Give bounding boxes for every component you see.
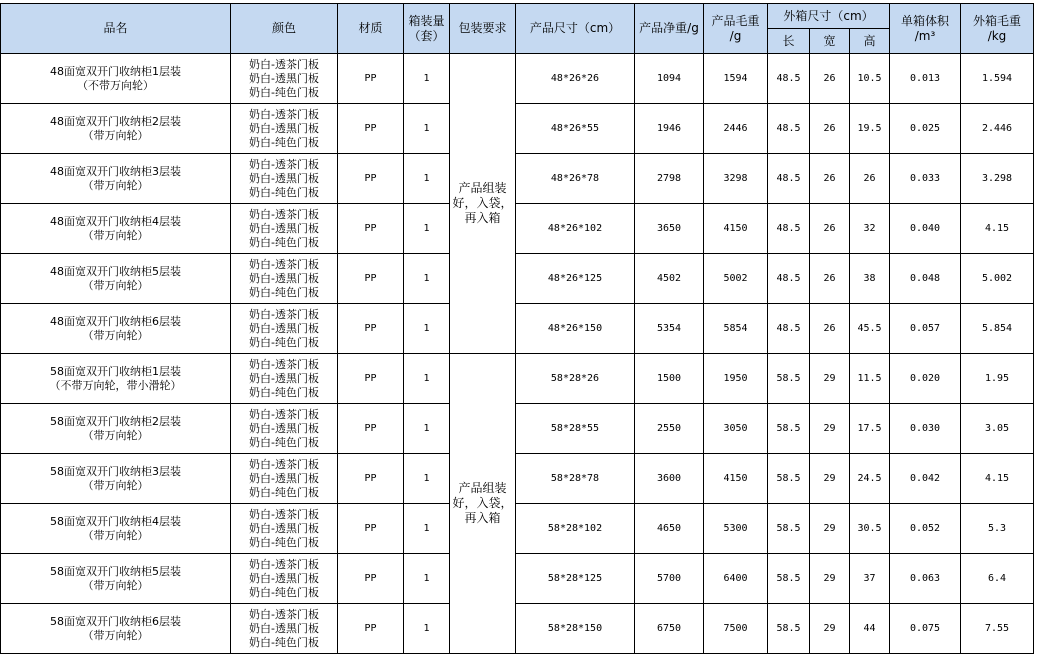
color-cell-line: 奶白-透茶门板 [249, 257, 319, 271]
product-name-cell [1, 504, 231, 554]
packing-requirement-cell-line: 产品组装 [458, 181, 507, 195]
product-name-cell-line: （带万向轮） [82, 578, 149, 592]
product-name-cell [1, 354, 231, 404]
outer-height-cell: 44 [850, 604, 890, 654]
volume-cell: 0.063 [890, 554, 961, 604]
outer-length-cell: 48.5 [768, 254, 810, 304]
gross-weight-cell: 2446 [704, 104, 768, 154]
color-cell [231, 254, 338, 304]
color-cell-line: 奶白-纯色门板 [249, 435, 319, 449]
gross-weight-cell: 5002 [704, 254, 768, 304]
volume-cell: 0.033 [890, 154, 961, 204]
product-name-cell-line: 48面宽双开门收纳柜5层装 [50, 264, 181, 278]
outer-height-cell: 26 [850, 154, 890, 204]
color-cell-line: 奶白-透茶门板 [249, 607, 319, 621]
color-cell [231, 504, 338, 554]
material-cell: PP [338, 354, 404, 404]
product-size-cell: 58*28*55 [516, 404, 635, 454]
color-cell-line: 奶白-透黑门板 [249, 421, 319, 435]
outer-height-cell: 17.5 [850, 404, 890, 454]
gross-weight-cell: 4150 [704, 204, 768, 254]
material-cell: PP [338, 404, 404, 454]
net-weight-cell: 2798 [635, 154, 704, 204]
volume-cell: 0.025 [890, 104, 961, 154]
color-cell [231, 454, 338, 504]
color-cell-line: 奶白-透黑门板 [249, 321, 319, 335]
product-size-cell: 48*26*125 [516, 254, 635, 304]
header-row [1, 4, 1034, 29]
product-name-cell [1, 454, 231, 504]
qty-cell: 1 [404, 104, 450, 154]
color-cell-line: 奶白-透黑门板 [249, 221, 319, 235]
header-volume: 单箱体积 /m³ [890, 4, 961, 54]
material-cell: PP [338, 54, 404, 104]
outer-gross-cell: 4.15 [961, 454, 1034, 504]
color-cell-line: 奶白-透茶门板 [249, 107, 319, 121]
color-cell-line: 奶白-纯色门板 [249, 185, 319, 199]
product-name-cell-line: （不带万向轮，带小滑轮） [49, 378, 182, 392]
volume-cell: 0.075 [890, 604, 961, 654]
product-name-cell [1, 554, 231, 604]
color-cell-line: 奶白-透黑门板 [249, 271, 319, 285]
outer-height-cell: 30.5 [850, 504, 890, 554]
outer-length-cell: 48.5 [768, 104, 810, 154]
outer-length-cell: 58.5 [768, 354, 810, 404]
table-row [1, 554, 1034, 604]
header-net: 产品净重/g [635, 4, 704, 54]
color-cell [231, 354, 338, 404]
table-row [1, 54, 1034, 104]
volume-cell: 0.020 [890, 354, 961, 404]
qty-cell: 1 [404, 604, 450, 654]
gross-weight-cell: 3298 [704, 154, 768, 204]
product-size-cell: 48*26*55 [516, 104, 635, 154]
color-cell-line: 奶白-透茶门板 [249, 557, 319, 571]
color-cell-line: 奶白-透黑门板 [249, 171, 319, 185]
color-cell-line: 奶白-透茶门板 [249, 307, 319, 321]
product-name-cell [1, 254, 231, 304]
header-outer-gross: 外箱毛重 /kg [961, 4, 1034, 54]
outer-length-cell: 48.5 [768, 304, 810, 354]
product-name-cell [1, 104, 231, 154]
qty-cell: 1 [404, 154, 450, 204]
product-name-cell-line: （不带万向轮） [77, 78, 154, 92]
outer-width-cell: 26 [810, 104, 850, 154]
outer-gross-cell: 5.854 [961, 304, 1034, 354]
outer-length-cell: 58.5 [768, 454, 810, 504]
packing-requirement-cell-line: 好，入袋， [452, 196, 513, 210]
table-row [1, 304, 1034, 354]
header-size: 产品尺寸（cm） [516, 4, 635, 54]
material-cell: PP [338, 504, 404, 554]
outer-width-cell: 26 [810, 204, 850, 254]
product-name-cell [1, 154, 231, 204]
product-name-cell-line: 48面宽双开门收纳柜3层装 [50, 164, 181, 178]
color-cell-line: 奶白-透黑门板 [249, 121, 319, 135]
net-weight-cell: 4502 [635, 254, 704, 304]
outer-width-cell: 26 [810, 154, 850, 204]
qty-cell: 1 [404, 354, 450, 404]
outer-length-cell: 58.5 [768, 554, 810, 604]
outer-length-cell: 58.5 [768, 604, 810, 654]
material-cell: PP [338, 304, 404, 354]
packing-requirement-cell-line: 再入箱 [464, 511, 501, 525]
color-cell [231, 404, 338, 454]
qty-cell: 1 [404, 204, 450, 254]
product-size-cell: 48*26*102 [516, 204, 635, 254]
product-size-cell: 48*26*78 [516, 154, 635, 204]
outer-gross-cell: 6.4 [961, 554, 1034, 604]
product-name-cell-line: 58面宽双开门收纳柜3层装 [50, 464, 181, 478]
packing-requirement-cell [450, 354, 516, 654]
color-cell-line: 奶白-透黑门板 [249, 471, 319, 485]
product-name-cell-line: （带万向轮） [82, 178, 149, 192]
color-cell-line: 奶白-纯色门板 [249, 135, 319, 149]
outer-gross-cell: 5.002 [961, 254, 1034, 304]
volume-cell: 0.030 [890, 404, 961, 454]
net-weight-cell: 4650 [635, 504, 704, 554]
outer-height-cell: 45.5 [850, 304, 890, 354]
color-cell [231, 204, 338, 254]
table-row [1, 354, 1034, 404]
qty-cell: 1 [404, 454, 450, 504]
volume-cell: 0.048 [890, 254, 961, 304]
header-color: 颜色 [231, 4, 338, 54]
header-height: 高 [850, 29, 890, 54]
product-size-cell: 48*26*26 [516, 54, 635, 104]
net-weight-cell: 6750 [635, 604, 704, 654]
outer-width-cell: 29 [810, 504, 850, 554]
outer-gross-cell: 2.446 [961, 104, 1034, 154]
net-weight-cell: 1946 [635, 104, 704, 154]
outer-length-cell: 48.5 [768, 54, 810, 104]
outer-height-cell: 24.5 [850, 454, 890, 504]
gross-weight-cell: 3050 [704, 404, 768, 454]
outer-gross-cell: 3.05 [961, 404, 1034, 454]
product-spec-table [0, 3, 1034, 654]
outer-height-cell: 37 [850, 554, 890, 604]
gross-weight-cell: 5300 [704, 504, 768, 554]
product-size-cell: 58*28*102 [516, 504, 635, 554]
material-cell: PP [338, 104, 404, 154]
product-name-cell-line: 58面宽双开门收纳柜5层装 [50, 564, 181, 578]
outer-width-cell: 26 [810, 254, 850, 304]
product-name-cell-line: 58面宽双开门收纳柜2层装 [50, 414, 181, 428]
net-weight-cell: 3650 [635, 204, 704, 254]
outer-width-cell: 26 [810, 54, 850, 104]
product-name-cell [1, 404, 231, 454]
qty-cell: 1 [404, 54, 450, 104]
product-name-cell-line: 48面宽双开门收纳柜1层装 [50, 64, 181, 78]
outer-gross-cell: 5.3 [961, 504, 1034, 554]
volume-cell: 0.042 [890, 454, 961, 504]
material-cell: PP [338, 154, 404, 204]
product-name-cell-line: 48面宽双开门收纳柜4层装 [50, 214, 181, 228]
volume-cell: 0.057 [890, 304, 961, 354]
color-cell-line: 奶白-纯色门板 [249, 535, 319, 549]
product-name-cell-line: （带万向轮） [82, 228, 149, 242]
color-cell-line: 奶白-纯色门板 [249, 485, 319, 499]
product-size-cell: 58*28*26 [516, 354, 635, 404]
color-cell-line: 奶白-纯色门板 [249, 285, 319, 299]
header-name: 品名 [1, 4, 231, 54]
color-cell [231, 304, 338, 354]
outer-height-cell: 10.5 [850, 54, 890, 104]
qty-cell: 1 [404, 254, 450, 304]
net-weight-cell: 1094 [635, 54, 704, 104]
product-name-cell-line: （带万向轮） [82, 628, 149, 642]
color-cell-line: 奶白-纯色门板 [249, 85, 319, 99]
product-name-cell [1, 304, 231, 354]
outer-height-cell: 32 [850, 204, 890, 254]
table-row [1, 154, 1034, 204]
outer-height-cell: 11.5 [850, 354, 890, 404]
table-row [1, 204, 1034, 254]
header-outer-size: 外箱尺寸（cm） [768, 4, 890, 29]
outer-width-cell: 29 [810, 454, 850, 504]
net-weight-cell: 1500 [635, 354, 704, 404]
product-name-cell-line: 48面宽双开门收纳柜6层装 [50, 314, 181, 328]
material-cell: PP [338, 554, 404, 604]
product-name-cell-line: 48面宽双开门收纳柜2层装 [50, 114, 181, 128]
gross-weight-cell: 7500 [704, 604, 768, 654]
product-name-cell-line: 58面宽双开门收纳柜4层装 [50, 514, 181, 528]
outer-width-cell: 26 [810, 304, 850, 354]
color-cell [231, 554, 338, 604]
gross-weight-cell: 5854 [704, 304, 768, 354]
color-cell-line: 奶白-透黑门板 [249, 521, 319, 535]
outer-height-cell: 19.5 [850, 104, 890, 154]
packing-requirement-cell-line: 好，入袋， [452, 496, 513, 510]
color-cell-line: 奶白-透茶门板 [249, 407, 319, 421]
product-name-cell [1, 204, 231, 254]
product-name-cell-line: （带万向轮） [82, 328, 149, 342]
outer-gross-cell: 1.95 [961, 354, 1034, 404]
table-row [1, 504, 1034, 554]
outer-gross-cell: 7.55 [961, 604, 1034, 654]
header-width: 宽 [810, 29, 850, 54]
color-cell [231, 104, 338, 154]
header-material: 材质 [338, 4, 404, 54]
product-size-cell: 58*28*125 [516, 554, 635, 604]
outer-width-cell: 29 [810, 404, 850, 454]
outer-length-cell: 58.5 [768, 504, 810, 554]
color-cell-line: 奶白-纯色门板 [249, 335, 319, 349]
gross-weight-cell: 6400 [704, 554, 768, 604]
color-cell-line: 奶白-纯色门板 [249, 385, 319, 399]
color-cell-line: 奶白-纯色门板 [249, 585, 319, 599]
color-cell [231, 604, 338, 654]
header-pack: 包装要求 [450, 4, 516, 54]
net-weight-cell: 5354 [635, 304, 704, 354]
color-cell-line: 奶白-纯色门板 [249, 635, 319, 649]
table-row [1, 604, 1034, 654]
outer-length-cell: 58.5 [768, 404, 810, 454]
outer-width-cell: 29 [810, 604, 850, 654]
outer-height-cell: 38 [850, 254, 890, 304]
material-cell: PP [338, 204, 404, 254]
product-name-cell-line: （带万向轮） [82, 128, 149, 142]
product-name-cell-line: 58面宽双开门收纳柜1层装 [50, 364, 181, 378]
header-qty: 箱装量 （套） [404, 4, 450, 54]
outer-width-cell: 29 [810, 354, 850, 404]
outer-width-cell: 29 [810, 554, 850, 604]
header-length: 长 [768, 29, 810, 54]
color-cell-line: 奶白-透黑门板 [249, 371, 319, 385]
gross-weight-cell: 1594 [704, 54, 768, 104]
qty-cell: 1 [404, 304, 450, 354]
product-size-cell: 58*28*150 [516, 604, 635, 654]
color-cell [231, 54, 338, 104]
table-row [1, 404, 1034, 454]
color-cell-line: 奶白-透茶门板 [249, 207, 319, 221]
outer-length-cell: 48.5 [768, 154, 810, 204]
color-cell-line: 奶白-透茶门板 [249, 457, 319, 471]
product-name-cell-line: （带万向轮） [82, 428, 149, 442]
outer-gross-cell: 1.594 [961, 54, 1034, 104]
gross-weight-cell: 4150 [704, 454, 768, 504]
product-name-cell [1, 604, 231, 654]
product-name-cell-line: （带万向轮） [82, 478, 149, 492]
product-name-cell [1, 54, 231, 104]
color-cell [231, 154, 338, 204]
outer-length-cell: 48.5 [768, 204, 810, 254]
material-cell: PP [338, 254, 404, 304]
color-cell-line: 奶白-透黑门板 [249, 71, 319, 85]
product-name-cell-line: （带万向轮） [82, 528, 149, 542]
gross-weight-cell: 1950 [704, 354, 768, 404]
outer-gross-cell: 4.15 [961, 204, 1034, 254]
net-weight-cell: 5700 [635, 554, 704, 604]
volume-cell: 0.052 [890, 504, 961, 554]
net-weight-cell: 3600 [635, 454, 704, 504]
product-name-cell-line: （带万向轮） [82, 278, 149, 292]
color-cell-line: 奶白-透茶门板 [249, 507, 319, 521]
material-cell: PP [338, 604, 404, 654]
color-cell-line: 奶白-纯色门板 [249, 235, 319, 249]
table-row [1, 254, 1034, 304]
color-cell-line: 奶白-透黑门板 [249, 621, 319, 635]
net-weight-cell: 2550 [635, 404, 704, 454]
color-cell-line: 奶白-透黑门板 [249, 571, 319, 585]
table-row [1, 104, 1034, 154]
volume-cell: 0.040 [890, 204, 961, 254]
packing-requirement-cell-line: 产品组装 [458, 481, 507, 495]
material-cell: PP [338, 454, 404, 504]
color-cell-line: 奶白-透茶门板 [249, 57, 319, 71]
volume-cell: 0.013 [890, 54, 961, 104]
product-name-cell-line: 58面宽双开门收纳柜6层装 [50, 614, 181, 628]
qty-cell: 1 [404, 554, 450, 604]
qty-cell: 1 [404, 404, 450, 454]
packing-requirement-cell [450, 54, 516, 354]
header-gross: 产品毛重 /g [704, 4, 768, 54]
qty-cell: 1 [404, 504, 450, 554]
packing-requirement-cell-line: 再入箱 [464, 211, 501, 225]
table-row [1, 454, 1034, 504]
outer-gross-cell: 3.298 [961, 154, 1034, 204]
product-size-cell: 58*28*78 [516, 454, 635, 504]
color-cell-line: 奶白-透茶门板 [249, 357, 319, 371]
product-size-cell: 48*26*150 [516, 304, 635, 354]
color-cell-line: 奶白-透茶门板 [249, 157, 319, 171]
